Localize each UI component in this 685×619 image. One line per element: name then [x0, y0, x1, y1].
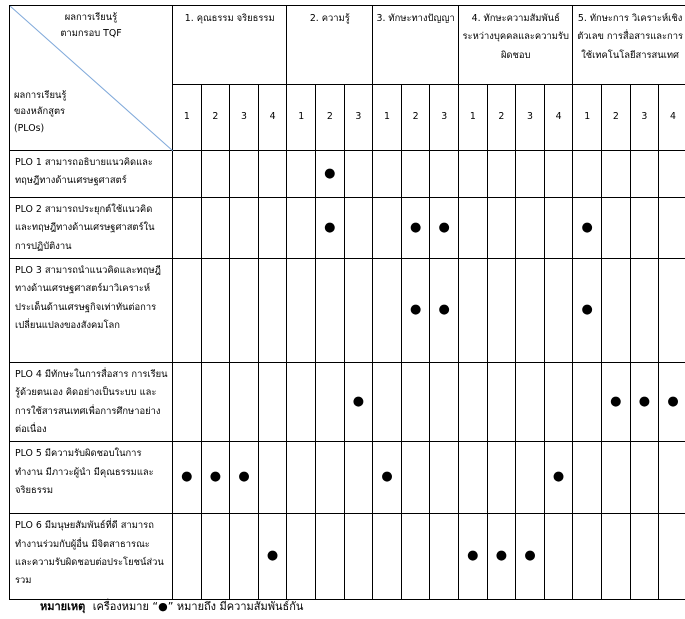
- relation-mark: ●: [630, 362, 659, 441]
- empty-cell: [430, 514, 459, 600]
- tqf-group-4: 4. ทักษะความสัมพันธ์ระหว่างบุคคลและความรับผิดชอบ: [459, 6, 573, 85]
- empty-cell: [516, 198, 545, 259]
- empty-cell: [544, 514, 573, 600]
- relation-mark: ●: [487, 514, 516, 600]
- empty-cell: [287, 514, 316, 600]
- empty-cell: [344, 514, 373, 600]
- relation-mark: ●: [430, 198, 459, 259]
- empty-cell: [173, 198, 202, 259]
- relation-mark: ●: [230, 442, 259, 514]
- plo-row-3: [10, 258, 685, 362]
- empty-cell: [659, 514, 685, 600]
- empty-cell: [258, 442, 287, 514]
- tqf-subcolumn: 4: [544, 85, 573, 151]
- relation-mark: ●: [602, 362, 631, 441]
- plo-axis-label-line3: (PLOs): [14, 122, 45, 134]
- plo-axis-label: [14, 88, 66, 137]
- relation-mark: ●: [659, 362, 685, 441]
- empty-cell: [459, 198, 488, 259]
- tqf-subcolumn: 2: [602, 85, 631, 151]
- tqf-subcolumn: 1: [573, 85, 602, 151]
- relation-mark: ●: [373, 442, 402, 514]
- empty-cell: [401, 362, 430, 441]
- empty-cell: [316, 362, 345, 441]
- empty-cell: [516, 442, 545, 514]
- empty-cell: [373, 198, 402, 259]
- empty-cell: [659, 198, 685, 259]
- empty-cell: [602, 198, 631, 259]
- empty-cell: [544, 198, 573, 259]
- tqf-group-1: 1. คุณธรรม จริยธรรม: [173, 6, 287, 85]
- empty-cell: [630, 151, 659, 198]
- tqf-subcolumn: 4: [659, 85, 685, 151]
- plo-row-4: [10, 362, 685, 441]
- footnote-label: หมายเหตุ: [40, 600, 86, 613]
- tqf-subcolumn: 3: [230, 85, 259, 151]
- relation-mark: ●: [258, 514, 287, 600]
- empty-cell: [630, 258, 659, 362]
- relation-mark: ●: [430, 258, 459, 362]
- empty-cell: [258, 151, 287, 198]
- tqf-group-2: 2. ความรู้: [287, 6, 373, 85]
- empty-cell: [630, 514, 659, 600]
- relation-mark: ●: [401, 198, 430, 259]
- empty-cell: [344, 198, 373, 259]
- tqf-subcolumn: 3: [516, 85, 545, 151]
- plo-axis-label-line2: ของหลักสูตร: [14, 106, 66, 118]
- plo-description: PLO 2 สามารถประยุกต์ใช้แนวคิดและทฤษฎีทางด้านเศรษฐศาสตร์ในการปฏิบัติงาน: [10, 198, 173, 259]
- relation-mark: ●: [573, 198, 602, 259]
- empty-cell: [201, 151, 230, 198]
- empty-cell: [344, 151, 373, 198]
- empty-cell: [230, 151, 259, 198]
- footnote-text: เครื่องหมาย “●” หมายถึง มีความสัมพันธ์กัน: [92, 600, 304, 613]
- empty-cell: [316, 442, 345, 514]
- tqf-subcolumn: 1: [459, 85, 488, 151]
- empty-cell: [573, 362, 602, 441]
- tqf-subcolumn: 2: [401, 85, 430, 151]
- tqf-subcolumn: 1: [373, 85, 402, 151]
- tqf-subcolumn: 2: [487, 85, 516, 151]
- tqf-subcolumn: 3: [630, 85, 659, 151]
- empty-cell: [230, 198, 259, 259]
- empty-cell: [630, 442, 659, 514]
- relation-mark: ●: [544, 442, 573, 514]
- relation-mark: ●: [344, 362, 373, 441]
- empty-cell: [487, 362, 516, 441]
- empty-cell: [659, 151, 685, 198]
- relation-mark: ●: [516, 514, 545, 600]
- plo-row-1: [10, 151, 685, 198]
- tqf-subcolumn: 2: [201, 85, 230, 151]
- plo-description: PLO 6 มีมนุษยสัมพันธ์ที่ดี สามารถทำงานร่วมกับผู้อื่น มีจิตสาธารณะ และความรับผิดชอบต่อประโยชน์ส่วนรวม: [10, 514, 173, 600]
- empty-cell: [344, 442, 373, 514]
- empty-cell: [401, 514, 430, 600]
- tqf-subcolumn: 1: [173, 85, 202, 151]
- empty-cell: [487, 151, 516, 198]
- empty-cell: [373, 362, 402, 441]
- tqf-subcolumn: 3: [344, 85, 373, 151]
- empty-cell: [602, 442, 631, 514]
- plo-row-2: [10, 198, 685, 259]
- plo-row-5: [10, 442, 685, 514]
- empty-cell: [516, 151, 545, 198]
- empty-cell: [258, 258, 287, 362]
- relation-mark: ●: [316, 198, 345, 259]
- empty-cell: [287, 198, 316, 259]
- empty-cell: [602, 258, 631, 362]
- footnote: [40, 597, 303, 615]
- empty-cell: [430, 442, 459, 514]
- empty-cell: [487, 198, 516, 259]
- relation-mark: ●: [573, 258, 602, 362]
- empty-cell: [287, 151, 316, 198]
- empty-cell: [459, 362, 488, 441]
- tqf-subcolumn: 3: [430, 85, 459, 151]
- empty-cell: [373, 258, 402, 362]
- empty-cell: [373, 151, 402, 198]
- plo-rows: [10, 151, 685, 600]
- plo-description: PLO 5 มีความรับผิดชอบในการทำงาน มีภาวะผู้นำ มีคุณธรรมและจริยธรรม: [10, 442, 173, 514]
- empty-cell: [544, 151, 573, 198]
- empty-cell: [258, 362, 287, 441]
- empty-cell: [201, 362, 230, 441]
- empty-cell: [516, 258, 545, 362]
- tqf-subcolumn: 2: [316, 85, 345, 151]
- empty-cell: [659, 258, 685, 362]
- empty-cell: [487, 442, 516, 514]
- plo-description: PLO 3 สามารถนำแนวคิดและทฤษฎีทางด้านเศรษฐศาสตร์มาวิเคราะห์ประเด็นด้านเศรษฐกิจเท่าทันต่อการเปลี่ยนแปลงของสังคมโลก: [10, 258, 173, 362]
- empty-cell: [230, 362, 259, 441]
- empty-cell: [602, 514, 631, 600]
- empty-cell: [430, 362, 459, 441]
- plo-axis-label-line1: ผลการเรียนรู้: [14, 90, 67, 101]
- tqf-group-5: 5. ทักษะการ วิเคราะห์เชิงตัวเลข การสื่อสารและการใช้เทคโนโลยีสารสนเทศ: [573, 6, 685, 85]
- empty-cell: [316, 258, 345, 362]
- empty-cell: [459, 258, 488, 362]
- empty-cell: [201, 514, 230, 600]
- empty-cell: [344, 258, 373, 362]
- empty-cell: [287, 442, 316, 514]
- tqf-axis-label: [10, 10, 172, 43]
- empty-cell: [230, 514, 259, 600]
- empty-cell: [630, 198, 659, 259]
- relation-mark: ●: [459, 514, 488, 600]
- tqf-subcolumn: 4: [258, 85, 287, 151]
- empty-cell: [401, 151, 430, 198]
- plo-description: PLO 4 มีทักษะในการสื่อสาร การเรียนรู้ด้วยตนเอง คิดอย่างเป็นระบบ และการใช้สารสนเทศเพื่อการศึกษาอย่างต่อเนื่อง: [10, 362, 173, 441]
- tqf-group-3: 3. ทักษะทางปัญญา: [373, 6, 459, 85]
- empty-cell: [173, 514, 202, 600]
- empty-cell: [544, 258, 573, 362]
- empty-cell: [516, 362, 545, 441]
- empty-cell: [544, 362, 573, 441]
- empty-cell: [430, 151, 459, 198]
- plo-tqf-mapping-table: [9, 5, 685, 600]
- empty-cell: [459, 442, 488, 514]
- empty-cell: [201, 198, 230, 259]
- tqf-subcolumn: 1: [287, 85, 316, 151]
- empty-cell: [573, 151, 602, 198]
- relation-mark: ●: [173, 442, 202, 514]
- plo-description: PLO 1 สามารถอธิบายแนวคิดและทฤษฎีทางด้านเศรษฐศาสตร์: [10, 151, 173, 198]
- empty-cell: [573, 442, 602, 514]
- empty-cell: [573, 514, 602, 600]
- relation-mark: ●: [201, 442, 230, 514]
- empty-cell: [173, 258, 202, 362]
- empty-cell: [287, 258, 316, 362]
- empty-cell: [459, 151, 488, 198]
- empty-cell: [201, 258, 230, 362]
- empty-cell: [316, 514, 345, 600]
- empty-cell: [258, 198, 287, 259]
- plo-row-6: [10, 514, 685, 600]
- empty-cell: [173, 362, 202, 441]
- tqf-axis-label-line2: ตามกรอบ TQF: [60, 28, 122, 40]
- relation-mark: ●: [401, 258, 430, 362]
- relation-mark: ●: [316, 151, 345, 198]
- empty-cell: [173, 151, 202, 198]
- empty-cell: [373, 514, 402, 600]
- header-group-row: [10, 6, 685, 85]
- empty-cell: [230, 258, 259, 362]
- empty-cell: [602, 151, 631, 198]
- empty-cell: [287, 362, 316, 441]
- empty-cell: [487, 258, 516, 362]
- tqf-axis-label-line1: ผลการเรียนรู้: [64, 12, 118, 23]
- empty-cell: [659, 442, 685, 514]
- empty-cell: [401, 442, 430, 514]
- corner-header-cell: [10, 6, 173, 151]
